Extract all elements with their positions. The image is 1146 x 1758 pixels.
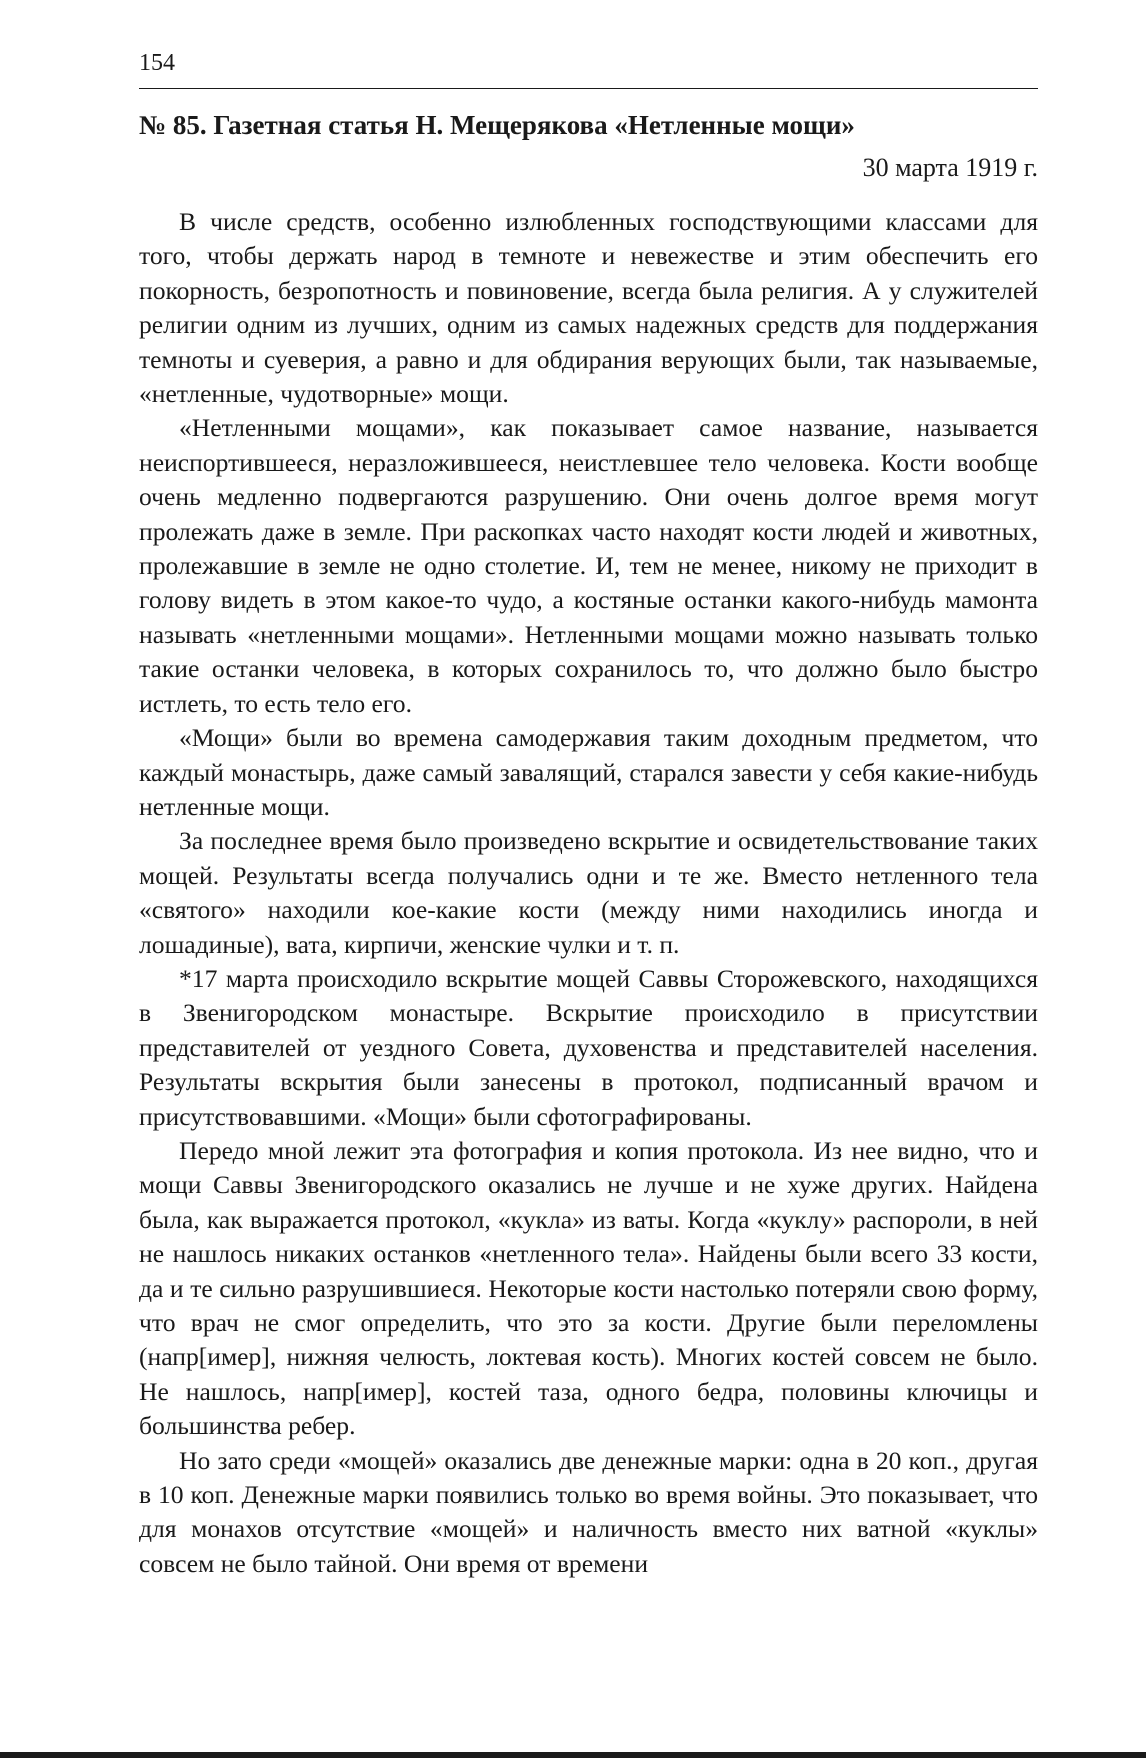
paragraph: В числе средств, особенно излюбленных господствующими классами для того, чтобы держать народ в темноте и невежестве и этим обеспечить его покорность, безропотность и повиновение, всегда была религия. А у служителей религии одним из лучших, одним из самых надежных средств для поддержания темноты и суеверия, а равно и для обдирания верующих были, так называемые, «нетленные, чудотворные» мощи.: [139, 207, 1038, 409]
document-title: № 85. Газетная статья Н. Мещерякова «Нетленные мощи»: [139, 110, 855, 140]
paragraph: Но зато среди «мощей» оказались две денежные марки: одна в 20 коп., другая в 10 коп. Денежные марки появились только во время войны. Это показывает, что для монахов отсутствие «мощей» и наличность вместо них ватной «куклы» совсем не было тайной. Они время от времени: [139, 1445, 1038, 1578]
header-rule: [139, 88, 1038, 89]
paragraph: За последнее время было произведено вскрытие и освидетельствование таких мощей. Результаты всегда получались одни и те же. Вместо нетленного тела «святого» находили кое-какие кости (между ними находились иногда и лошадиные), вата, кирпичи, женские чулки и т. п.: [139, 826, 1038, 959]
page-number: 154: [139, 50, 175, 76]
document-date: 30 марта 1919 г.: [862, 153, 1038, 182]
paragraph: *17 марта происходило вскрытие мощей Саввы Сторожевского, находящихся в Звенигородском монастыре. Вскрытие происходило в присутствии представителей от уездного Совета, духовенства и представителей населения. Результаты вскрытия были занесены в протокол, подписанный врачом и присутствовавшими. «Мощи» были сфотографированы.: [139, 963, 1038, 1131]
paragraph: Передо мной лежит эта фотография и копия протокола. Из нее видно, что и мощи Саввы Звенигородского оказались не лучше и не хуже других. Найдена была, как выражается протокол, «кукла» из ваты. Когда «куклу» распороли, в ней не нашлось никаких останков «нетленного тела». Найдены были всего 33 кости, да и те сильно разрушившиеся. Некоторые кости настолько потеряли свою форму, что врач не смог определить, что это за кости. Другие были переломлены (напр[имер], нижняя челюсть, локтевая кость). Многих костей совсем не было. Не нашлось, напр[имер], костей таза, одного бедра, половины ключицы и большинства ребер.: [139, 1135, 1038, 1441]
article-body: [139, 205, 1038, 1581]
paragraph: «Нетленными мощами», как показывает самое название, называется неиспортившееся, неразложившееся, неистлевшее тело человека. Кости вообще очень медленно подвергаются разрушению. Они очень долгое время могут пролежать даже в земле. При раскопках часто находят кости людей и животных, пролежавшие в земле не одно столетие. И, тем не менее, никому не приходит в голову видеть в этом какое-то чудо, а костяные останки какого-нибудь мамонта называть «нетленными мощами». Нетленными мощами можно называть только такие останки человека, в которых сохранилось то, что должно было быстро истлеть, то есть тело его.: [139, 413, 1038, 718]
paragraph: «Мощи» были во времена самодержавия таким доходным предметом, что каждый монастырь, даже самый завалящий, старался завести у себя какие-нибудь нетленные мощи.: [139, 723, 1038, 821]
bottom-border: [0, 1752, 1146, 1758]
